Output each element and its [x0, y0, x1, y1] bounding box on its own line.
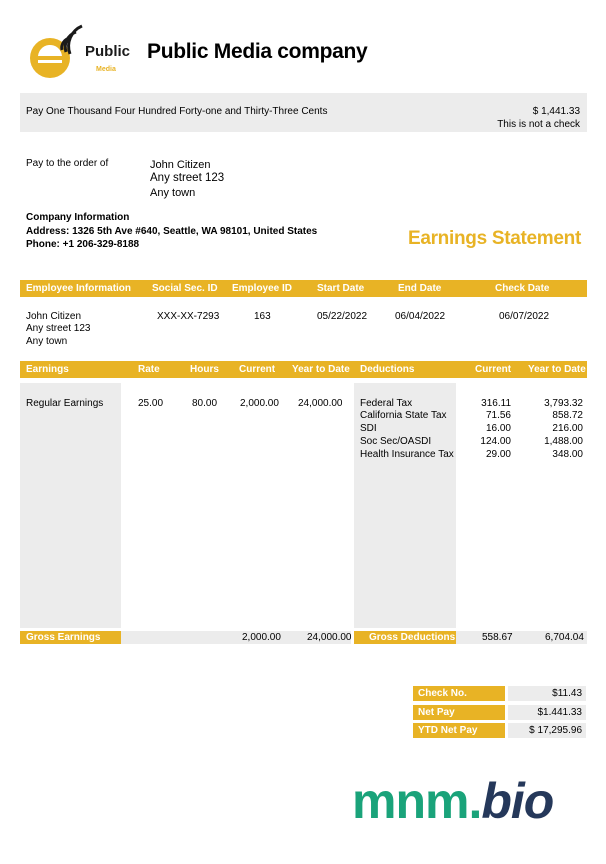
- deduction-ytd: 858.72: [552, 410, 583, 421]
- header-year-to-date: Year to Date: [292, 364, 350, 375]
- net-pay-label: Net Pay: [413, 705, 505, 720]
- deduction-name: California State Tax: [360, 410, 447, 421]
- amount-in-words: Pay One Thousand Four Hundred Forty-one and Thirty-Three Cents: [26, 106, 328, 117]
- gross-deductions-current: 558.67: [482, 632, 513, 643]
- deduction-name: Soc Sec/OASDI: [360, 436, 432, 447]
- earnings-row-ytd: 24,000.00: [298, 398, 343, 409]
- header-check-date: Check Date: [495, 283, 550, 294]
- check-no-value: $11.43: [508, 686, 586, 701]
- header-rate: Rate: [138, 364, 160, 375]
- employee-name: John Citizen: [26, 311, 82, 322]
- watermark-bio: bio: [481, 773, 554, 829]
- header-employee-id: Employee ID: [232, 283, 293, 294]
- deduction-current: 16.00: [485, 423, 511, 434]
- header-social-sec-id: Social Sec. ID: [152, 283, 218, 294]
- ytd-net-pay-value: $ 17,295.96: [508, 723, 586, 738]
- gross-deductions-ytd: 6,704.04: [545, 632, 584, 643]
- payee-town: Any town: [150, 187, 196, 199]
- header-earnings: Earnings: [26, 364, 69, 375]
- earnings-name-column-bg: [20, 383, 121, 628]
- employee-info-header: [20, 280, 587, 297]
- earnings-row-rate: 25.00: [138, 398, 164, 409]
- deduction-ytd: 216.00: [552, 423, 583, 434]
- header-end-date: End Date: [398, 283, 442, 294]
- gross-earnings-label: Gross Earnings: [20, 631, 121, 644]
- ytd-net-pay-label: YTD Net Pay: [413, 723, 505, 738]
- earnings-row-hours: 80.00: [192, 398, 218, 409]
- earnings-row-name: Regular Earnings: [26, 398, 104, 409]
- employee-id-value: 163: [254, 311, 271, 322]
- deduction-name: Health Insurance Tax: [360, 449, 454, 460]
- payee-street: Any street 123: [150, 172, 225, 184]
- logo-text: Public: [85, 43, 131, 60]
- deduction-current: 29.00: [485, 449, 511, 460]
- deduction-name: Federal Tax: [360, 398, 413, 409]
- watermark-dot: .: [468, 773, 482, 829]
- start-date-value: 05/22/2022: [317, 311, 368, 322]
- deduction-current: 316.11: [481, 398, 511, 409]
- header-deductions: Deductions: [360, 364, 415, 375]
- check-no-label: Check No.: [413, 686, 505, 701]
- payee-name: John Citizen: [150, 159, 211, 171]
- gross-earnings-ytd: 24,000.00: [307, 632, 352, 643]
- watermark: [352, 772, 553, 830]
- net-pay-value: $1.441.33: [508, 705, 586, 720]
- header-start-date: Start Date: [317, 283, 365, 294]
- deduction-current: 124.00: [480, 436, 511, 447]
- watermark-mnm: mnm: [352, 773, 469, 829]
- logo-signal-outer: [69, 26, 82, 54]
- not-a-check-note: This is not a check: [497, 119, 580, 130]
- deduction-ytd: 348.00: [552, 449, 583, 460]
- header-employee-information: Employee Information: [26, 283, 132, 294]
- header-hours: Hours: [190, 364, 219, 375]
- header-deductions-current: Current: [475, 364, 512, 375]
- employee-ssn: XXX-XX-7293: [157, 311, 220, 322]
- company-logo: [28, 20, 138, 82]
- deduction-ytd: 3,793.32: [544, 398, 583, 409]
- earnings-deductions-header: [20, 361, 587, 378]
- check-date-value: 06/07/2022: [499, 311, 550, 322]
- company-info-title: Company Information: [26, 212, 130, 223]
- employee-street: Any street 123: [26, 323, 91, 334]
- company-phone: Phone: +1 206-329-8188: [26, 239, 140, 250]
- logo-subtext: Media: [96, 66, 116, 73]
- earnings-statement-title: Earnings Statement: [407, 228, 581, 249]
- company-address: Address: 1326 5th Ave #640, Seattle, WA 98101, United States: [26, 226, 318, 237]
- end-date-value: 06/04/2022: [395, 311, 446, 322]
- pay-to-order-label: Pay to the order of: [26, 158, 109, 169]
- header-current: Current: [239, 364, 276, 375]
- gross-earnings-current: 2,000.00: [242, 632, 281, 643]
- logo-e-bar: [38, 60, 62, 63]
- gross-deductions-label: Gross Deductions: [354, 631, 456, 644]
- amount-value: $ 1,441.33: [532, 106, 580, 117]
- deduction-name: SDI: [360, 423, 377, 434]
- employee-town: Any town: [26, 336, 68, 347]
- deduction-current: 71.56: [485, 410, 511, 421]
- company-title: Public Media company: [147, 40, 368, 63]
- header-deductions-ytd: Year to Date: [528, 364, 586, 375]
- deduction-ytd: 1,488.00: [544, 436, 583, 447]
- earnings-row-current: 2,000.00: [240, 398, 279, 409]
